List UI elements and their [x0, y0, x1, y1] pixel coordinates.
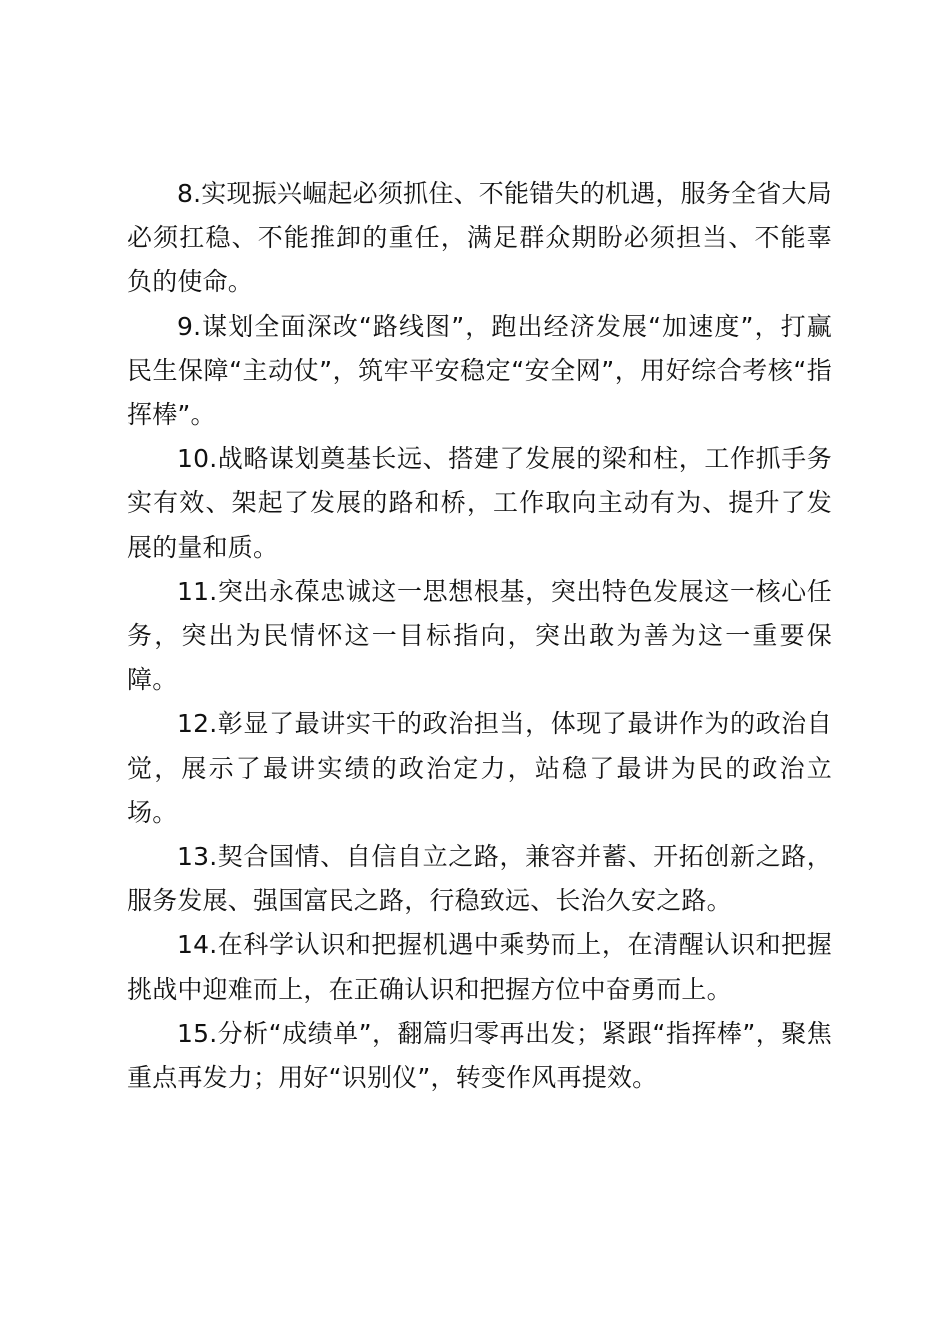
paragraph-12: 12.彰显了最讲实干的政治担当，体现了最讲作为的政治自觉，展示了最讲实绩的政治定力，站稳了最讲为民的政治立场。 [127, 709, 832, 827]
document-body [127, 172, 832, 1100]
paragraph-8: 8.实现振兴崛起必须抓住、不能错失的机遇，服务全省大局必须扛稳、不能推卸的重任，满足群众期盼必须担当、不能辜负的使命。 [127, 179, 832, 297]
paragraph-9: 9.谋划全面深改“路线图”，跑出经济发展“加速度”，打赢民生保障“主动仗”，筑牢平安稳定“安全网”，用好综合考核“指挥棒”。 [127, 311, 832, 430]
paragraph-13: 13.契合国情、自信自立之路，兼容并蓄、开拓创新之路，服务发展、强国富民之路，行稳致远、长治久安之路。 [127, 842, 832, 916]
paragraph-14: 14.在科学认识和把握机遇中乘势而上，在清醒认识和把握挑战中迎难而上，在正确认识和把握方位中奋勇而上。 [127, 930, 832, 1004]
paragraph-15: 15.分析“成绩单”，翻篇归零再出发；紧跟“指挥棒”，聚焦重点再发力；用好“识别仪”，转变作风再提效。 [127, 1018, 832, 1093]
paragraph-10: 10.战略谋划奠基长远、搭建了发展的梁和柱，工作抓手务实有效、架起了发展的路和桥，工作取向主动有为、提升了发展的量和质。 [127, 444, 832, 562]
paragraph-11: 11.突出永葆忠诚这一思想根基，突出特色发展这一核心任务，突出为民情怀这一目标指向，突出敢为善为这一重要保障。 [127, 576, 832, 695]
